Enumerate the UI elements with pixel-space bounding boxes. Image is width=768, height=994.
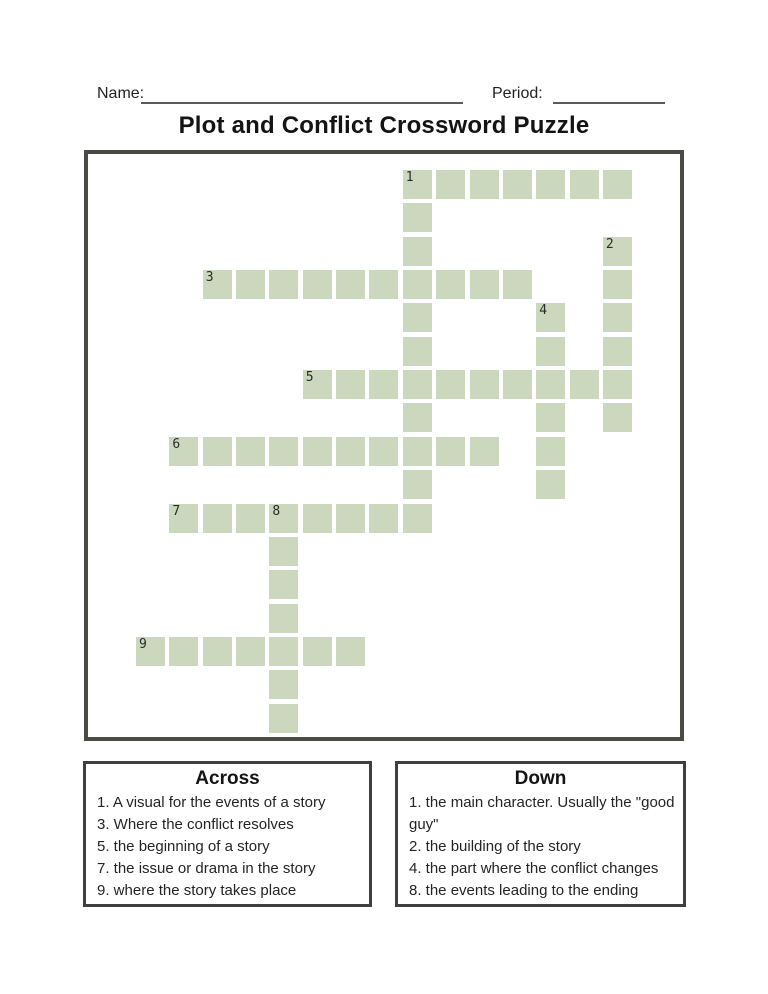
grid-cell[interactable] xyxy=(269,270,298,299)
grid-cell[interactable] xyxy=(403,170,432,199)
grid-cell[interactable] xyxy=(169,504,198,533)
across-clue-5: 5. the beginning of a story xyxy=(97,838,270,855)
grid-cell[interactable] xyxy=(136,637,165,666)
down-clue-4: 4. the part where the conflict changes xyxy=(409,860,659,877)
grid-cell[interactable] xyxy=(336,270,365,299)
grid-cell[interactable] xyxy=(570,370,599,399)
clue-number: 3 xyxy=(205,270,214,286)
grid-cell[interactable] xyxy=(603,337,632,366)
grid-cell[interactable] xyxy=(203,637,232,666)
grid-cell[interactable] xyxy=(169,437,198,466)
grid-cell[interactable] xyxy=(369,437,398,466)
grid-cell[interactable] xyxy=(603,403,632,432)
grid-cell[interactable] xyxy=(269,637,298,666)
grid-cell[interactable] xyxy=(403,403,432,432)
grid-cell[interactable] xyxy=(336,370,365,399)
grid-cell[interactable] xyxy=(303,370,332,399)
grid-cell[interactable] xyxy=(536,470,565,499)
grid-cell[interactable] xyxy=(236,504,265,533)
grid-cell[interactable] xyxy=(603,303,632,332)
down-clue-2: 2. the building of the story xyxy=(409,838,581,855)
across-clue-1: 1. A visual for the events of a story xyxy=(97,794,326,811)
period-label: Period: xyxy=(492,85,543,102)
grid-cell[interactable] xyxy=(403,337,432,366)
grid-cell[interactable] xyxy=(603,170,632,199)
grid-cell[interactable] xyxy=(403,270,432,299)
grid-cell[interactable] xyxy=(269,504,298,533)
crossword-box xyxy=(84,150,684,741)
grid-cell[interactable] xyxy=(403,470,432,499)
grid-cell[interactable] xyxy=(470,437,499,466)
grid-cell[interactable] xyxy=(169,637,198,666)
across-title: Across xyxy=(195,768,260,789)
grid-cell[interactable] xyxy=(536,370,565,399)
grid-cell[interactable] xyxy=(369,370,398,399)
grid-cell[interactable] xyxy=(603,270,632,299)
name-blank-line[interactable] xyxy=(141,102,463,104)
grid-cell[interactable] xyxy=(403,370,432,399)
grid-cell[interactable] xyxy=(269,537,298,566)
grid-cell[interactable] xyxy=(536,403,565,432)
grid-cell[interactable] xyxy=(236,437,265,466)
grid-cell[interactable] xyxy=(536,170,565,199)
page-title: Plot and Conflict Crossword Puzzle xyxy=(178,112,590,139)
grid-cell[interactable] xyxy=(269,437,298,466)
grid-cell[interactable] xyxy=(436,170,465,199)
grid-cell[interactable] xyxy=(536,437,565,466)
grid-cell[interactable] xyxy=(203,437,232,466)
grid-cell[interactable] xyxy=(603,370,632,399)
across-clue-3: 3. Where the conflict resolves xyxy=(97,816,294,833)
grid-cell[interactable] xyxy=(336,504,365,533)
grid-cell[interactable] xyxy=(336,437,365,466)
clue-number: 2 xyxy=(605,236,614,252)
across-clue-7: 7. the issue or drama in the story xyxy=(97,860,316,877)
grid-cell[interactable] xyxy=(470,370,499,399)
grid-cell[interactable] xyxy=(303,270,332,299)
grid-cell[interactable] xyxy=(603,237,632,266)
grid-cell[interactable] xyxy=(470,170,499,199)
across-clue-list xyxy=(86,791,369,902)
grid-cell[interactable] xyxy=(269,670,298,699)
grid-cell[interactable] xyxy=(570,170,599,199)
crossword-grid xyxy=(88,154,680,737)
down-title: Down xyxy=(514,768,567,789)
clue-number: 4 xyxy=(539,303,548,319)
clue-number: 9 xyxy=(139,636,147,652)
grid-cell[interactable] xyxy=(403,237,432,266)
grid-cell[interactable] xyxy=(403,437,432,466)
grid-cell[interactable] xyxy=(403,203,432,232)
grid-cell[interactable] xyxy=(303,437,332,466)
grid-cell[interactable] xyxy=(303,504,332,533)
grid-cell[interactable] xyxy=(203,504,232,533)
grid-cell[interactable] xyxy=(536,337,565,366)
grid-cell[interactable] xyxy=(336,637,365,666)
grid-cell[interactable] xyxy=(369,270,398,299)
clue-number: 6 xyxy=(172,436,181,452)
grid-cell[interactable] xyxy=(269,604,298,633)
grid-cell[interactable] xyxy=(303,637,332,666)
grid-cell[interactable] xyxy=(503,370,532,399)
grid-cell[interactable] xyxy=(369,504,398,533)
grid-cell[interactable] xyxy=(470,270,499,299)
period-blank-line[interactable] xyxy=(553,102,665,104)
grid-cell[interactable] xyxy=(403,504,432,533)
grid-cell[interactable] xyxy=(503,170,532,199)
down-clue-list xyxy=(398,791,683,902)
across-clues-box xyxy=(83,761,372,907)
clue-number: 1 xyxy=(405,170,414,185)
grid-cell[interactable] xyxy=(269,704,298,733)
grid-cell[interactable] xyxy=(436,437,465,466)
clue-number: 8 xyxy=(272,503,281,519)
down-clue-8: 8. the events leading to the ending xyxy=(409,882,639,899)
grid-cell[interactable] xyxy=(436,370,465,399)
grid-cell[interactable] xyxy=(403,303,432,332)
grid-cell[interactable] xyxy=(203,270,232,299)
grid-cell[interactable] xyxy=(436,270,465,299)
grid-cell[interactable] xyxy=(269,570,298,599)
grid-cell[interactable] xyxy=(536,303,565,332)
clue-number: 5 xyxy=(305,370,314,386)
grid-cell[interactable] xyxy=(236,270,265,299)
down-clue-1: 1. the main character. Usually the "good guy" xyxy=(409,794,675,833)
name-label: Name: xyxy=(97,85,145,102)
clue-number: 7 xyxy=(172,503,181,519)
down-clues-box xyxy=(395,761,686,907)
grid-cell[interactable] xyxy=(236,637,265,666)
grid-cell[interactable] xyxy=(503,270,532,299)
across-clue-9: 9. where the story takes place xyxy=(97,882,297,899)
